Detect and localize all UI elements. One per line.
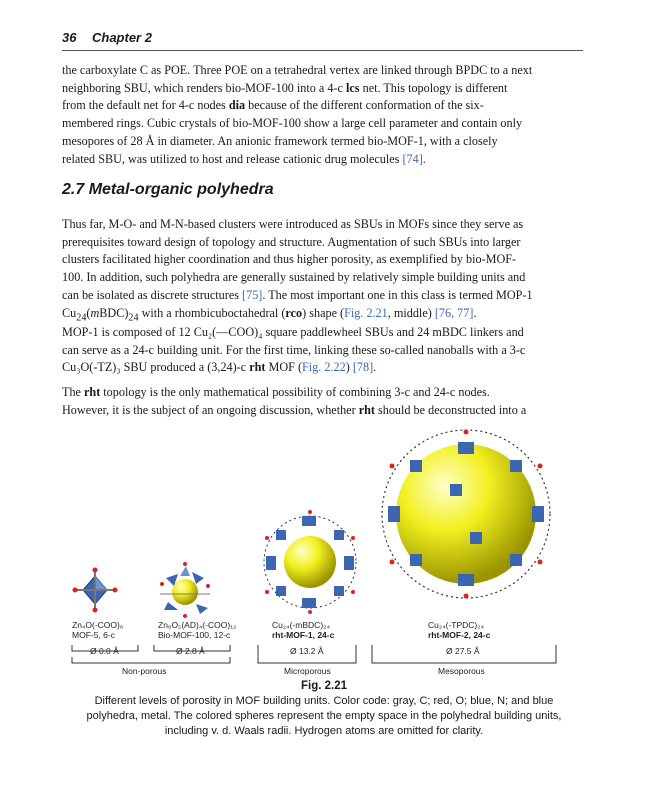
paragraph-bio-mof: the carboxylate C as POE. Three POE on a tetrahedral vertex are linked through BPDC to a next neighboring SBU, which renders bio-MOF-100 into a 4-c lcs net. This topology is different from the default net for 4-c nodes dia because of the different conformation of the six- membered rings. Cubic crystals of bio-MOF-100 show a large cell parameter and contain only mesopores of 28 Å in diameter. An anionic framework termed bio-MOF-1, with a closely related SBU, was utilized to host and release cationic drug molecules [74]. [62,63,533,166]
rht-mof-2-illustration [382,430,550,599]
figure-porosity [62,426,586,676]
bio-mof-100-diameter: Ø 2.8 Å [176,646,205,656]
rht-mof-1-formula: Cu₂₄(-mBDC)₂₄ [272,620,330,630]
mof5-formula: Zn₄O(-COO)₆ [72,620,124,630]
paragraph-mop-1: MOP-1 is composed of 12 Cu₂(—COO)₄ square paddlewheel SBUs and 24 mBDC linkers and can serve as a 24-c building unit. For the first time, linking these so-called nanoballs with a 3-c Cu₃O(-TZ)₃ SBU produced a (3,24)-c rht MOF (Fig. 2.22) [78]. [62,325,526,375]
mof5-diameter: Ø 0.0 Å [90,646,119,656]
group-mesoporous: Mesoporous [438,666,485,676]
running-chapter-title: Chapter 2 [92,30,152,45]
figure-link[interactable]: Fig. 2.22 [302,360,346,375]
citation-link[interactable]: [74] [402,151,423,166]
paragraph-rht-topology: The rht topology is the only mathematical possibility of combining 3-c and 24-c nodes. However, it is the subject of an ongoing discussion, whether rht should be deconstructed into a [62,385,527,417]
bio-mof-100-name: Bio-MOF-100, 12-c [158,630,231,640]
citation-link[interactable]: [75] [242,287,263,302]
mof5-cluster-illustration [73,568,118,613]
bio-mof-100-formula: Zn₈O₂(AD)₄(-COO)₁₂ [158,620,237,630]
rht-mof-2-name: rht-MOF-2, 24-c [428,630,491,640]
bio-mof-100-cluster-illustration [160,562,210,618]
rht-mof-2-diameter: Ø 27.5 Å [446,646,480,656]
rht-mof-1-diameter: Ø 13.2 Å [290,646,324,656]
nonporous-bracket [72,657,230,663]
citation-link[interactable]: [78] [352,360,374,375]
group-nonporous: Non-porous [122,666,167,676]
mof5-name: MOF-5, 6-c [72,630,115,640]
page-header [62,30,583,51]
rht-mof-2-formula: Cu₂₄(-TPDC)₂₄ [428,620,485,630]
group-microporous: Microporous [284,666,331,676]
paragraph-polyhedra-intro: Thus far, M-O- and M-N-based clusters were introduced as SBUs in MOFs since they serve as prerequisites toward design of topology and structure. Augmentation of such SBUs into larger clusters facilitated higher coordination and thus higher porosity, as exemplified by bio-MOF- 100. In addition, such polyhedra are generally sustained by relatively simple building units and can be isolated as discrete structures [75]. The most important one in this class is termed MOP-1 $Cu_{24}(mBDC)_{24}$ with a rhombicuboctahedral (rco) shape (Fig. 2.21, middle) [76, 77]. [62,217,533,323]
figure-link[interactable]: Fig. 2.21 [344,305,388,320]
citation-link[interactable]: [76, 77] [434,305,474,320]
page-number: 36 [62,30,77,45]
section-heading: 2.7 Metal-organic polyhedra [62,181,274,198]
rht-mof-1-illustration [264,510,356,614]
figure-caption: Different levels of porosity in MOF building units. Color code: gray, C; red, O; blue, N; and blue polyhedra, metal. The colored spheres represent the empty space in the polyhedral building units, including v. d. Waals radii. Hydrogen atoms are omitted for clarity. [86,695,562,737]
rht-mof-1-name: rht-MOF-1, 24-c [272,630,335,640]
figure-caption-title: Fig. 2.21 [300,680,348,692]
